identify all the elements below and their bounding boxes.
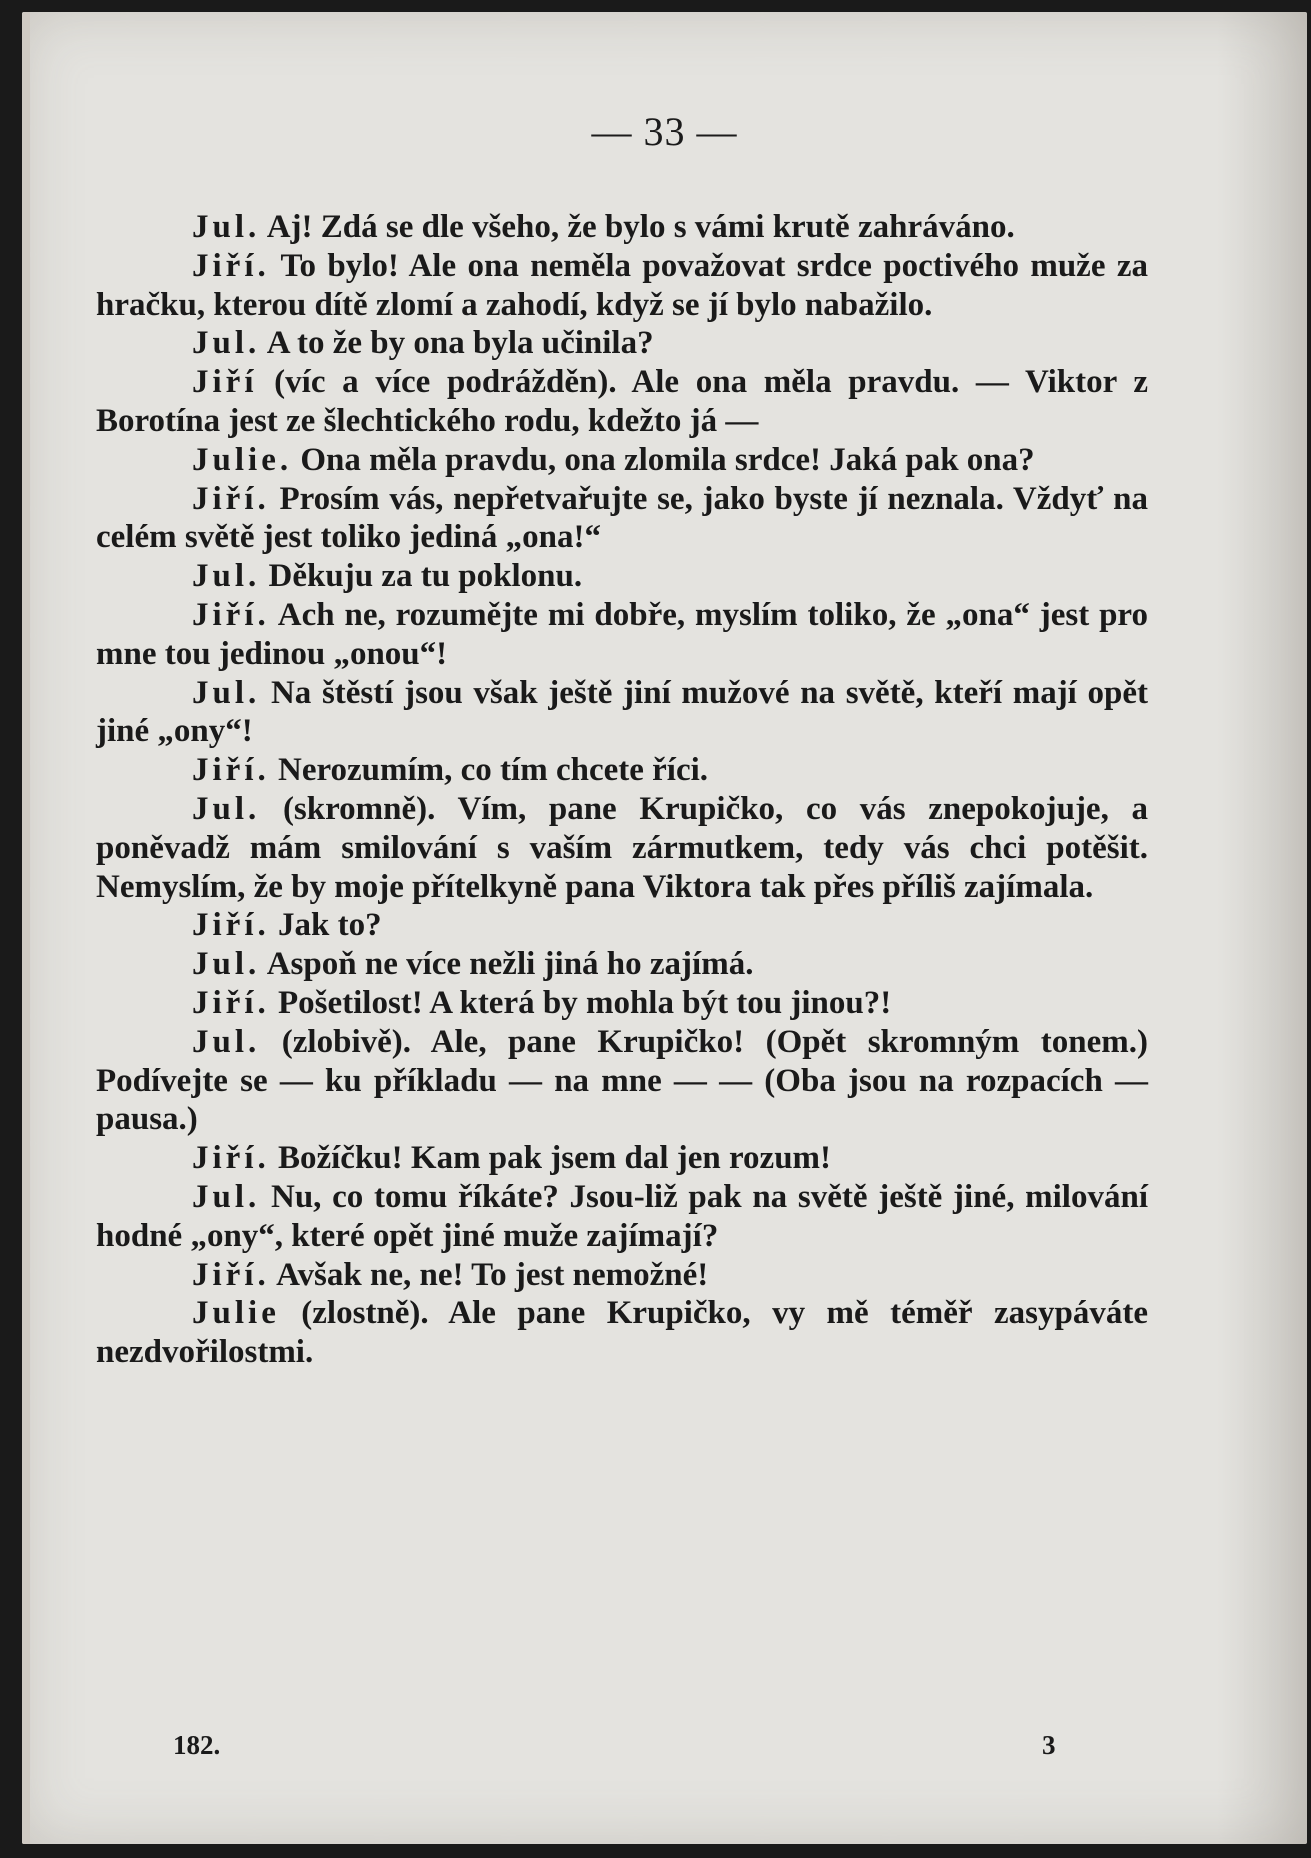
dialogue-line: (zlostně). Ale pane Krupičko, vy mě téměř zasypáváte nezdvořilostmi. [96, 1295, 1148, 1371]
paragraph [96, 1139, 1148, 1178]
dialogue-line: Avšak ne, ne! To jest nemožné! [276, 1256, 709, 1293]
dialogue-line: (skromně). Vím, pane Krupičko, co vás znepokojuje, a poněvadž mám smilování s vaším zármutkem, tedy vás chci potěšit. Nemyslím, že by moje přítelkyně pana Viktora tak přes příliš zajímala. [96, 790, 1148, 905]
paragraph [96, 751, 1148, 790]
dialogue-line: Ach ne, rozumějte mi dobře, myslím toliko, že „ona“ jest pro mne tou jedinou „onou“! [96, 596, 1148, 672]
dialogue-line: To bylo! Ale ona neměla považovat srdce poctivého muže za hračku, kterou dítě zlomí a zahodí, když se jí bylo nabažilo. [96, 247, 1149, 323]
dialogue-line: Božíčku! Kam pak jsem dal jen rozum! [277, 1140, 832, 1177]
signature-mark: 3 [1042, 1730, 1056, 1760]
dialogue-line: Na štěstí jsou však ještě jiní mužové na světě, kteří mají opět jiné „ony“! [96, 674, 1149, 750]
speaker-name: Jiří. [192, 907, 270, 944]
paragraph [96, 1023, 1148, 1139]
dialogue-line: Aj! Zdá se dle všeho, že bylo s vámi krutě zahráváno. [266, 209, 1015, 245]
dialogue-line: Nerozumím, co tím chcete říci. [277, 752, 709, 789]
speaker-name: Jiří. [192, 596, 270, 633]
dialogue-line: (zlobivě). Ale, pane Krupičko! (Opět skromným tonem.) Podívejte se — ku příkladu — na mne — — (Oba jsou na rozpacích — pausa.) [96, 1023, 1149, 1138]
paragraph [96, 790, 1148, 906]
paragraph [96, 441, 1148, 480]
dialogue-line: Jak to? [277, 907, 382, 944]
signature-number: 182. [173, 1730, 221, 1760]
speaker-name: Jul. [192, 209, 261, 245]
book-page [22, 12, 1307, 1844]
dialogue-line: Děkuju za tu poklonu. [268, 558, 583, 595]
paragraph [96, 247, 1148, 325]
speaker-name: Julie [192, 1295, 280, 1332]
paragraph [96, 1294, 1148, 1372]
dialogue-line: Nu, co tomu říkáte? Jsou-liž pak na světě ještě jiné, milování hodné „ony“, které opět jiné muže zajímají? [96, 1178, 1149, 1254]
paragraph [96, 480, 1148, 558]
paragraph [96, 945, 1148, 984]
speaker-name: Jul. [192, 1023, 261, 1060]
speaker-name: Jiří. [192, 1140, 270, 1177]
paragraph [96, 1256, 1148, 1295]
speaker-name: Jiří [192, 364, 258, 401]
paragraph [96, 557, 1148, 596]
speaker-name: Jul. [192, 558, 261, 595]
dialogue-line: A to že by ona byla učinila? [266, 325, 654, 362]
speaker-name: Jiří. [192, 752, 270, 789]
paragraph [96, 906, 1148, 945]
speaker-name: Jiří. [192, 247, 270, 284]
speaker-name: Jul. [192, 1178, 261, 1215]
speaker-name: Julie. [192, 441, 293, 478]
speaker-name: Jul. [192, 674, 261, 711]
paragraph [96, 674, 1148, 752]
paragraph [96, 1178, 1148, 1256]
paragraph [96, 984, 1148, 1023]
speaker-name: Jul. [192, 325, 261, 362]
speaker-name: Jiří. [192, 480, 270, 517]
dialogue-line: (víc a více podrážděn). Ale ona měla pravdu. — Viktor z Borotína jest ze šlechtického rodu, kdežto já — [96, 364, 1148, 439]
dialogue-line: Prosím vás, nepřetvařujte se, jako byste jí neznala. Vždyť na celém světě jest toliko jediná „ona!“ [96, 480, 1149, 556]
paragraph [96, 324, 1148, 363]
dialogue-text [96, 208, 1148, 1372]
speaker-name: Jul. [192, 946, 261, 983]
speaker-name: Jiří. [192, 984, 270, 1021]
dialogue-line: Ona měla pravdu, ona zlomila srdce! Jaká pak ona? [300, 441, 1035, 478]
dialogue-line: Pošetilost! A která by mohla být tou jinou?! [277, 984, 892, 1021]
paragraph [96, 208, 1148, 247]
dialogue-line: Aspoň ne více nežli jiná ho zajímá. [266, 946, 754, 983]
paragraph [96, 596, 1148, 674]
speaker-name: Jiří. [192, 1256, 270, 1293]
page-number: — 33 — [591, 109, 738, 154]
paragraph [96, 363, 1148, 441]
speaker-name: Jul. [192, 790, 261, 827]
